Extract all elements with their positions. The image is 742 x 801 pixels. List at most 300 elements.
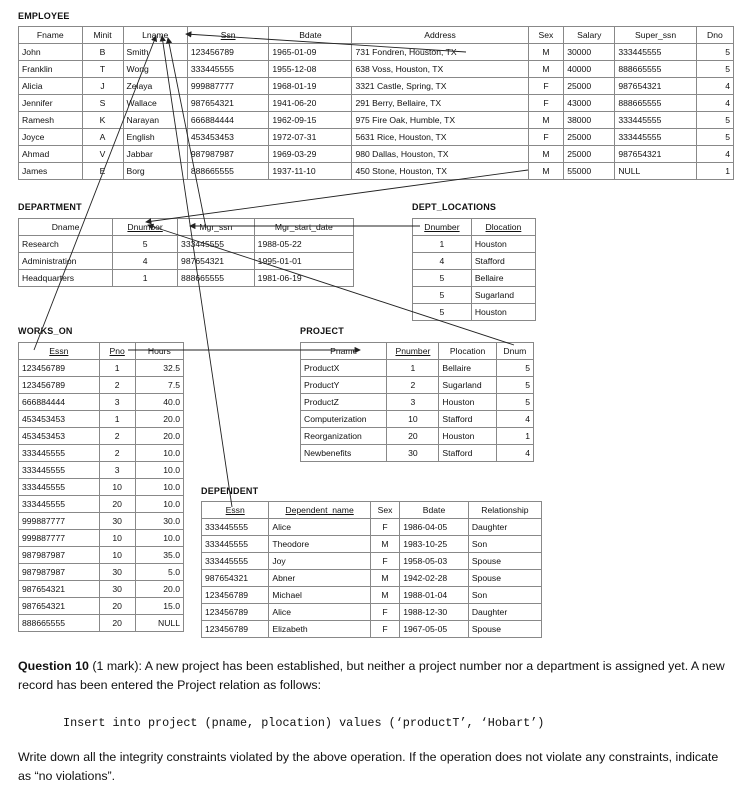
table-cell: 1 bbox=[99, 411, 135, 428]
table-cell: 20 bbox=[99, 496, 135, 513]
table-cell: 20.0 bbox=[135, 411, 183, 428]
table-cell: 1967-05-05 bbox=[400, 621, 469, 638]
col-dlocation: Dlocation bbox=[471, 219, 535, 236]
table-cell: 4 bbox=[496, 411, 533, 428]
table-cell: 1988-01-04 bbox=[400, 587, 469, 604]
table-cell: 10 bbox=[99, 530, 135, 547]
table-row bbox=[19, 564, 184, 581]
table-cell: E bbox=[82, 163, 123, 180]
table-row bbox=[413, 304, 536, 321]
table-cell: 975 Fire Oak, Humble, TX bbox=[352, 112, 528, 129]
table-cell: 1 bbox=[99, 360, 135, 377]
table-cell: Houston bbox=[471, 236, 535, 253]
table-cell: F bbox=[370, 519, 399, 536]
table-row bbox=[301, 377, 534, 394]
table-cell: 333445555 bbox=[187, 61, 269, 78]
table-cell: 987987987 bbox=[187, 146, 269, 163]
table-row bbox=[301, 360, 534, 377]
table-cell: 333445555 bbox=[19, 445, 100, 462]
table-cell: 10.0 bbox=[135, 462, 183, 479]
table-cell: J bbox=[82, 78, 123, 95]
project-rows bbox=[301, 360, 534, 462]
table-cell: Headquarters bbox=[19, 270, 113, 287]
table-cell: Houston bbox=[471, 304, 535, 321]
table-cell: 638 Voss, Houston, TX bbox=[352, 61, 528, 78]
table-cell: 666884444 bbox=[19, 394, 100, 411]
table-cell: 25000 bbox=[564, 146, 615, 163]
table-cell: 3 bbox=[387, 394, 439, 411]
table-cell: Son bbox=[468, 536, 541, 553]
table-row bbox=[19, 270, 354, 287]
table-row bbox=[19, 445, 184, 462]
table-cell: 1983-10-25 bbox=[400, 536, 469, 553]
col-hours: Hours bbox=[135, 343, 183, 360]
question-body: : A new project has been established, but neither a project number nor a department is assigned yet. A new record has been entered the Project relation as follows: bbox=[18, 659, 725, 692]
table-cell: 5.0 bbox=[135, 564, 183, 581]
table-row bbox=[19, 581, 184, 598]
col-dependent-name: Dependent_name bbox=[269, 502, 370, 519]
table-cell: 333445555 bbox=[202, 553, 269, 570]
table-cell: 453453453 bbox=[19, 428, 100, 445]
col-essn: Essn bbox=[19, 343, 100, 360]
table-cell: 5 bbox=[496, 377, 533, 394]
table-cell: 1965-01-09 bbox=[269, 44, 352, 61]
table-cell: 10.0 bbox=[135, 530, 183, 547]
table-cell: 1981-06-19 bbox=[254, 270, 353, 287]
table-cell: 123456789 bbox=[19, 360, 100, 377]
table-cell: 987654321 bbox=[19, 598, 100, 615]
table-row bbox=[202, 536, 542, 553]
table-row bbox=[19, 146, 734, 163]
table-cell: Joy bbox=[269, 553, 370, 570]
table-cell: 980 Dallas, Houston, TX bbox=[352, 146, 528, 163]
question-label: Question 10 bbox=[18, 659, 89, 673]
table-cell: 5 bbox=[696, 129, 733, 146]
table-cell: 1937-11-10 bbox=[269, 163, 352, 180]
table-cell: 10 bbox=[99, 479, 135, 496]
table-cell: Ramesh bbox=[19, 112, 83, 129]
table-cell: 123456789 bbox=[19, 377, 100, 394]
table-cell: 10.0 bbox=[135, 445, 183, 462]
table-cell: Houston bbox=[439, 428, 496, 445]
table-cell: 333445555 bbox=[202, 536, 269, 553]
table-row bbox=[202, 519, 542, 536]
table-cell: Sugarland bbox=[471, 287, 535, 304]
table-cell: 1 bbox=[113, 270, 178, 287]
table-cell: 5 bbox=[496, 360, 533, 377]
table-cell: 2 bbox=[387, 377, 439, 394]
table-cell: 32.5 bbox=[135, 360, 183, 377]
col-mgr-start-date: Mgr_start_date bbox=[254, 219, 353, 236]
col-relationship: Relationship bbox=[468, 502, 541, 519]
table-cell: F bbox=[528, 129, 564, 146]
table-cell: 10.0 bbox=[135, 479, 183, 496]
employee-title: EMPLOYEE bbox=[18, 11, 70, 21]
table-cell: Daughter bbox=[468, 604, 541, 621]
table-row bbox=[19, 547, 184, 564]
table-cell: 43000 bbox=[564, 95, 615, 112]
table-row bbox=[19, 253, 354, 270]
question-instruction: Write down all the integrity constraints violated by the above operation. If the operation does not violate any constraints, indicate as “no violations”. bbox=[18, 750, 719, 783]
table-row bbox=[202, 553, 542, 570]
table-cell: 5 bbox=[413, 304, 472, 321]
table-cell: Reorganization bbox=[301, 428, 387, 445]
table-row bbox=[19, 598, 184, 615]
table-cell: 333445555 bbox=[19, 462, 100, 479]
table-cell: 1958-05-03 bbox=[400, 553, 469, 570]
table-row bbox=[19, 78, 734, 95]
table-row bbox=[19, 615, 184, 632]
col-lname: Lname bbox=[123, 27, 187, 44]
table-cell: M bbox=[528, 163, 564, 180]
table-cell: Jennifer bbox=[19, 95, 83, 112]
table-cell: 987654321 bbox=[202, 570, 269, 587]
dependent-title: DEPENDENT bbox=[201, 486, 259, 496]
table-cell: 3 bbox=[99, 462, 135, 479]
table-row bbox=[19, 496, 184, 513]
table-cell: 5 bbox=[696, 61, 733, 78]
table-cell: Borg bbox=[123, 163, 187, 180]
table-cell: 987654321 bbox=[178, 253, 255, 270]
table-cell: Alice bbox=[269, 604, 370, 621]
table-row bbox=[413, 253, 536, 270]
table-cell: 987987987 bbox=[19, 564, 100, 581]
table-row bbox=[19, 530, 184, 547]
table-cell: 3 bbox=[99, 394, 135, 411]
table-cell: 333445555 bbox=[19, 479, 100, 496]
table-cell: 291 Berry, Bellaire, TX bbox=[352, 95, 528, 112]
table-cell: 40000 bbox=[564, 61, 615, 78]
table-row bbox=[19, 462, 184, 479]
table-cell: 10.0 bbox=[135, 496, 183, 513]
table-cell: 333445555 bbox=[19, 496, 100, 513]
table-cell: Bellaire bbox=[471, 270, 535, 287]
table-cell: Alice bbox=[269, 519, 370, 536]
table-cell: 999887777 bbox=[187, 78, 269, 95]
table-cell: 20 bbox=[387, 428, 439, 445]
table-cell: Michael bbox=[269, 587, 370, 604]
table-row bbox=[19, 394, 184, 411]
table-cell: Sugarland bbox=[439, 377, 496, 394]
table-cell: 987654321 bbox=[615, 146, 697, 163]
table-row bbox=[202, 587, 542, 604]
table-cell: 4 bbox=[113, 253, 178, 270]
table-cell: 30 bbox=[99, 564, 135, 581]
table-cell: 1988-12-30 bbox=[400, 604, 469, 621]
table-cell: V bbox=[82, 146, 123, 163]
table-cell: 450 Stone, Houston, TX bbox=[352, 163, 528, 180]
col-dnumber: Dnumber bbox=[113, 219, 178, 236]
table-cell: A bbox=[82, 129, 123, 146]
table-row bbox=[301, 394, 534, 411]
table-row bbox=[202, 604, 542, 621]
table-cell: 4 bbox=[413, 253, 472, 270]
col-ssn: Ssn bbox=[187, 27, 269, 44]
table-row bbox=[19, 479, 184, 496]
col-address: Address bbox=[352, 27, 528, 44]
table-cell: NULL bbox=[615, 163, 697, 180]
col-dname: Dname bbox=[19, 219, 113, 236]
table-cell: F bbox=[528, 78, 564, 95]
table-cell: 888665555 bbox=[187, 163, 269, 180]
table-cell: Spouse bbox=[468, 570, 541, 587]
table-cell: 123456789 bbox=[187, 44, 269, 61]
col-dnum: Dnum bbox=[496, 343, 533, 360]
table-cell: 333445555 bbox=[615, 112, 697, 129]
table-cell: Franklin bbox=[19, 61, 83, 78]
table-cell: Narayan bbox=[123, 112, 187, 129]
table-cell: 888665555 bbox=[615, 61, 697, 78]
dept-locations-title: DEPT_LOCATIONS bbox=[412, 202, 497, 212]
table-row bbox=[19, 428, 184, 445]
table-cell: 20 bbox=[99, 615, 135, 632]
table-cell: 15.0 bbox=[135, 598, 183, 615]
employee-table bbox=[18, 26, 734, 180]
table-cell: 30000 bbox=[564, 44, 615, 61]
table-cell: 20 bbox=[99, 598, 135, 615]
table-cell: 123456789 bbox=[202, 587, 269, 604]
table-row bbox=[301, 445, 534, 462]
table-cell: 10 bbox=[99, 547, 135, 564]
table-cell: 5 bbox=[413, 287, 472, 304]
table-row bbox=[413, 270, 536, 287]
table-cell: S bbox=[82, 95, 123, 112]
table-row bbox=[413, 236, 536, 253]
table-cell: Houston bbox=[439, 394, 496, 411]
table-cell: 1969-03-29 bbox=[269, 146, 352, 163]
table-cell: Joyce bbox=[19, 129, 83, 146]
table-cell: 4 bbox=[696, 146, 733, 163]
col-sex: Sex bbox=[528, 27, 564, 44]
table-cell: 987654321 bbox=[19, 581, 100, 598]
col-dno: Dno bbox=[696, 27, 733, 44]
table-cell: 1955-12-08 bbox=[269, 61, 352, 78]
employee-rows bbox=[19, 44, 734, 180]
table-cell: 2 bbox=[99, 377, 135, 394]
table-row bbox=[19, 129, 734, 146]
table-cell: Daughter bbox=[468, 519, 541, 536]
table-cell: 1941-06-20 bbox=[269, 95, 352, 112]
table-cell: 10 bbox=[387, 411, 439, 428]
table-cell: Spouse bbox=[468, 553, 541, 570]
table-cell: 1 bbox=[696, 163, 733, 180]
table-cell: 5 bbox=[696, 112, 733, 129]
col-essn: Essn bbox=[202, 502, 269, 519]
table-cell: Stafford bbox=[439, 411, 496, 428]
table-cell: 123456789 bbox=[202, 604, 269, 621]
table-cell: 20.0 bbox=[135, 581, 183, 598]
table-cell: 5 bbox=[113, 236, 178, 253]
table-cell: 987654321 bbox=[187, 95, 269, 112]
table-cell: ProductZ bbox=[301, 394, 387, 411]
dept-locations-rows bbox=[413, 236, 536, 321]
table-cell: 1 bbox=[413, 236, 472, 253]
dependent-table bbox=[201, 501, 542, 638]
table-cell: 20.0 bbox=[135, 428, 183, 445]
table-cell: Abner bbox=[269, 570, 370, 587]
department-table bbox=[18, 218, 354, 287]
table-row bbox=[19, 236, 354, 253]
table-row bbox=[19, 61, 734, 78]
table-cell: M bbox=[528, 112, 564, 129]
table-cell: 30.0 bbox=[135, 513, 183, 530]
col-bdate: Bdate bbox=[269, 27, 352, 44]
col-dnumber: Dnumber bbox=[413, 219, 472, 236]
table-cell: 333445555 bbox=[615, 129, 697, 146]
col-pno: Pno bbox=[99, 343, 135, 360]
table-cell: Stafford bbox=[471, 253, 535, 270]
table-cell: 55000 bbox=[564, 163, 615, 180]
table-cell: 888665555 bbox=[19, 615, 100, 632]
table-cell: 333445555 bbox=[178, 236, 255, 253]
table-row bbox=[19, 163, 734, 180]
col-pname: Pname bbox=[301, 343, 387, 360]
table-cell: 1968-01-19 bbox=[269, 78, 352, 95]
table-cell: English bbox=[123, 129, 187, 146]
col-bdate: Bdate bbox=[400, 502, 469, 519]
table-cell: M bbox=[528, 61, 564, 78]
table-cell: Jabbar bbox=[123, 146, 187, 163]
table-cell: 5631 Rice, Houston, TX bbox=[352, 129, 528, 146]
table-cell: 666884444 bbox=[187, 112, 269, 129]
table-cell: 453453453 bbox=[187, 129, 269, 146]
sql-statement: Insert into project (pname, plocation) values (‘productT’, ‘Hobart’) bbox=[63, 716, 545, 730]
table-cell: F bbox=[370, 621, 399, 638]
table-cell: 999887777 bbox=[19, 530, 100, 547]
table-cell: M bbox=[370, 536, 399, 553]
table-cell: 4 bbox=[696, 78, 733, 95]
table-cell: 1942-02-28 bbox=[400, 570, 469, 587]
table-row bbox=[19, 44, 734, 61]
department-rows bbox=[19, 236, 354, 287]
question-marks: (1 mark) bbox=[92, 659, 139, 673]
dept-locations-table bbox=[412, 218, 536, 321]
table-cell: Research bbox=[19, 236, 113, 253]
table-cell: Newbenefits bbox=[301, 445, 387, 462]
table-row bbox=[19, 513, 184, 530]
table-cell: 4 bbox=[696, 95, 733, 112]
table-row bbox=[19, 411, 184, 428]
table-cell: Zelaya bbox=[123, 78, 187, 95]
works-on-table bbox=[18, 342, 184, 632]
table-cell: 30 bbox=[99, 513, 135, 530]
table-cell: 7.5 bbox=[135, 377, 183, 394]
table-cell: M bbox=[528, 44, 564, 61]
table-cell: 999887777 bbox=[19, 513, 100, 530]
table-cell: 987987987 bbox=[19, 547, 100, 564]
table-cell: 731 Fondren, Houston, TX bbox=[352, 44, 528, 61]
col-super-ssn: Super_ssn bbox=[615, 27, 697, 44]
table-cell: 4 bbox=[496, 445, 533, 462]
table-row bbox=[19, 95, 734, 112]
table-cell: Spouse bbox=[468, 621, 541, 638]
table-cell: 5 bbox=[696, 44, 733, 61]
table-row bbox=[19, 112, 734, 129]
works-on-title: WORKS_ON bbox=[18, 326, 73, 336]
table-cell: 1972-07-31 bbox=[269, 129, 352, 146]
table-cell: M bbox=[370, 570, 399, 587]
table-cell: ProductY bbox=[301, 377, 387, 394]
table-cell: Son bbox=[468, 587, 541, 604]
table-cell: K bbox=[82, 112, 123, 129]
table-cell: 40.0 bbox=[135, 394, 183, 411]
table-cell: 25000 bbox=[564, 129, 615, 146]
table-cell: 2 bbox=[99, 428, 135, 445]
table-cell: 38000 bbox=[564, 112, 615, 129]
table-row bbox=[202, 621, 542, 638]
col-fname: Fname bbox=[19, 27, 83, 44]
col-mgr-ssn: Mgr_ssn bbox=[178, 219, 255, 236]
table-cell: 1986-04-05 bbox=[400, 519, 469, 536]
table-cell: 888665555 bbox=[615, 95, 697, 112]
table-cell: 333445555 bbox=[202, 519, 269, 536]
table-cell: 3321 Castle, Spring, TX bbox=[352, 78, 528, 95]
table-cell: 333445555 bbox=[615, 44, 697, 61]
department-title: DEPARTMENT bbox=[18, 202, 82, 212]
works-on-rows bbox=[19, 360, 184, 632]
table-cell: 1988-05-22 bbox=[254, 236, 353, 253]
col-salary: Salary bbox=[564, 27, 615, 44]
table-cell: Wong bbox=[123, 61, 187, 78]
table-cell: Stafford bbox=[439, 445, 496, 462]
table-cell: 888665555 bbox=[178, 270, 255, 287]
project-title: PROJECT bbox=[300, 326, 344, 336]
table-row bbox=[301, 411, 534, 428]
table-row bbox=[19, 360, 184, 377]
table-cell: Ahmad bbox=[19, 146, 83, 163]
table-cell: F bbox=[370, 604, 399, 621]
table-cell: M bbox=[528, 146, 564, 163]
table-cell: 2 bbox=[99, 445, 135, 462]
table-cell: John bbox=[19, 44, 83, 61]
table-cell: 30 bbox=[387, 445, 439, 462]
table-cell: 1 bbox=[387, 360, 439, 377]
table-cell: ProductX bbox=[301, 360, 387, 377]
table-row bbox=[19, 377, 184, 394]
table-cell: 25000 bbox=[564, 78, 615, 95]
table-cell: 453453453 bbox=[19, 411, 100, 428]
table-cell: 5 bbox=[496, 394, 533, 411]
table-cell: 30 bbox=[99, 581, 135, 598]
dependent-rows bbox=[202, 519, 542, 638]
table-cell: Bellaire bbox=[439, 360, 496, 377]
project-table bbox=[300, 342, 534, 462]
table-cell: 35.0 bbox=[135, 547, 183, 564]
table-cell: Smith bbox=[123, 44, 187, 61]
col-pnumber: Pnumber bbox=[387, 343, 439, 360]
col-sex: Sex bbox=[370, 502, 399, 519]
table-cell: James bbox=[19, 163, 83, 180]
table-row bbox=[301, 428, 534, 445]
table-cell: Administration bbox=[19, 253, 113, 270]
table-cell: Alicia bbox=[19, 78, 83, 95]
col-minit: Minit bbox=[82, 27, 123, 44]
table-cell: T bbox=[82, 61, 123, 78]
table-cell: Elizabeth bbox=[269, 621, 370, 638]
table-cell: 5 bbox=[413, 270, 472, 287]
table-row bbox=[413, 287, 536, 304]
table-row bbox=[202, 570, 542, 587]
table-cell: F bbox=[370, 553, 399, 570]
question-text bbox=[18, 657, 734, 695]
table-cell: F bbox=[528, 95, 564, 112]
table-cell: 1 bbox=[496, 428, 533, 445]
table-cell: 1962-09-15 bbox=[269, 112, 352, 129]
table-cell: Wallace bbox=[123, 95, 187, 112]
table-cell: NULL bbox=[135, 615, 183, 632]
col-plocation: Plocation bbox=[439, 343, 496, 360]
table-cell: Theodore bbox=[269, 536, 370, 553]
